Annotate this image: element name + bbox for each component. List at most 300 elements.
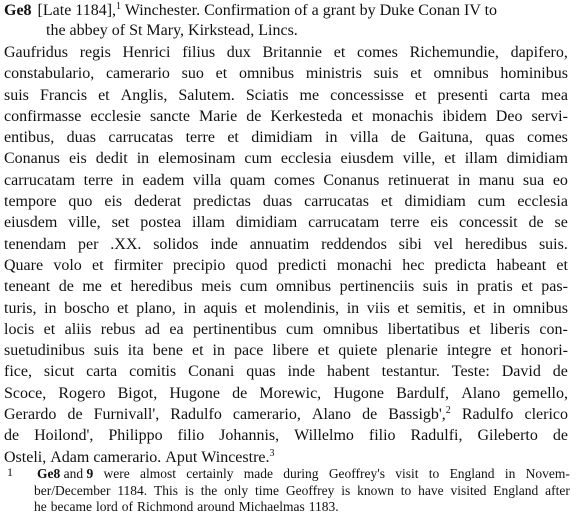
word: suis.	[538, 235, 568, 253]
word: et	[227, 129, 239, 147]
word: Morewic,	[259, 384, 322, 402]
word: Kerkesteda	[270, 107, 343, 125]
word: et	[500, 342, 512, 360]
word: eis	[68, 150, 87, 168]
word: 1184.	[117, 482, 148, 498]
word: Conanus	[4, 150, 60, 168]
word: suis	[422, 278, 448, 296]
word: lord	[95, 499, 118, 514]
word: in	[212, 342, 225, 360]
word: comes	[527, 129, 568, 147]
word: Deo	[495, 107, 523, 125]
word: suis	[373, 65, 399, 83]
word: confirmasse	[4, 107, 82, 125]
text-line	[4, 425, 568, 446]
word: carrucatam	[308, 214, 380, 232]
footnote-line-3	[4, 499, 570, 516]
word: comes	[273, 171, 315, 189]
word: Gaufridus	[4, 44, 68, 61]
footnote-row-2	[4, 483, 570, 500]
word: con-	[539, 320, 568, 338]
word: suis	[4, 86, 29, 104]
word: me	[299, 86, 320, 104]
footnote-refs: Ge8 and 9	[37, 466, 94, 481]
word: precipio	[172, 256, 226, 274]
word: filius	[182, 44, 216, 61]
word: et	[98, 86, 110, 104]
word: This	[154, 482, 179, 498]
word: carrucatas	[108, 129, 174, 147]
word: terre	[390, 214, 420, 232]
word: quas	[246, 363, 276, 381]
word: et	[468, 320, 481, 338]
word: dimidiam	[251, 129, 313, 147]
word: ecclesia	[280, 150, 332, 168]
word: Richmond	[136, 499, 194, 514]
word: Scoce,	[4, 384, 47, 402]
word: eadem	[142, 171, 185, 189]
word: inde	[287, 363, 316, 381]
word: et	[414, 86, 427, 104]
word: Conanus	[323, 171, 380, 189]
word: almost	[140, 466, 177, 481]
word: de	[362, 406, 378, 424]
word: Rogero	[58, 384, 106, 402]
word: ville,	[68, 214, 101, 232]
word: dimidiam	[506, 150, 568, 168]
word: et	[351, 107, 363, 125]
word: pertinentibus	[193, 320, 277, 338]
word: Wincestre.$^3$	[201, 447, 275, 466]
word: ecclesia	[517, 193, 568, 211]
word: quod	[235, 256, 268, 274]
word: plenarie	[386, 342, 438, 360]
word: in	[121, 171, 134, 189]
word: de	[552, 363, 568, 381]
word: ecclesie	[90, 107, 141, 125]
word: pertinenciis	[339, 278, 415, 296]
word: Henrici	[122, 44, 171, 61]
word: de	[246, 107, 262, 125]
word: sibi	[398, 235, 422, 253]
word: dimidiam	[404, 193, 466, 211]
text-line	[4, 106, 568, 127]
word: dimidiam	[235, 214, 298, 232]
word: Sciatis	[245, 86, 289, 104]
word: eis	[430, 214, 449, 232]
footnote	[4, 466, 570, 516]
word: Bigot,	[117, 384, 158, 402]
word: servi-	[531, 107, 568, 125]
word: ville,	[402, 150, 436, 168]
word: omnibus	[433, 65, 489, 83]
word: ber/December	[34, 482, 111, 498]
word: clerico	[524, 406, 568, 424]
word: retinuerat	[387, 171, 450, 189]
word: terre	[185, 129, 215, 147]
word: to	[400, 482, 412, 498]
word: dapifero,	[510, 44, 568, 61]
word: sua	[522, 171, 545, 189]
charter-heading	[4, 0, 568, 21]
word: et	[92, 256, 104, 274]
word: et	[110, 278, 122, 296]
word: viis	[366, 299, 390, 317]
word: postea	[140, 214, 182, 232]
word: de	[58, 278, 74, 296]
word: elemosinam	[158, 150, 236, 168]
word: in	[456, 278, 469, 296]
word: Richemundie,	[409, 44, 499, 61]
word: around	[197, 499, 235, 514]
footnote-line-2	[4, 483, 570, 500]
text-line	[4, 63, 568, 84]
word: Gaituna,	[418, 129, 473, 147]
word: Furnivall',	[93, 406, 160, 424]
word: de	[67, 406, 83, 424]
word: concessit	[458, 214, 518, 232]
word: only	[224, 482, 249, 498]
word: ea	[169, 320, 184, 338]
word: quiete	[338, 342, 378, 360]
word: constabulario,	[4, 65, 95, 83]
word: heredibus	[130, 278, 193, 296]
word: Michaelmas	[238, 499, 305, 514]
word: et	[556, 256, 568, 274]
word: Hugone	[333, 384, 384, 402]
word: filio	[177, 427, 205, 445]
word: annuatim	[249, 235, 310, 253]
word: he	[34, 499, 47, 514]
word: in	[325, 129, 338, 147]
word: de	[528, 214, 544, 232]
word: aquis	[203, 299, 238, 317]
word: meis	[201, 278, 232, 296]
word: cum	[477, 193, 506, 211]
word: et	[333, 44, 346, 61]
footnote-ref-1[interactable]: 1	[116, 1, 122, 12]
word: et	[397, 299, 410, 317]
word: ita	[127, 342, 144, 360]
word: set	[111, 214, 130, 232]
word: et	[192, 342, 204, 360]
word: fice,	[4, 363, 32, 381]
text-line	[4, 298, 568, 319]
word: sicut	[43, 363, 75, 381]
word: ibidem	[442, 107, 487, 125]
word: reddendos	[321, 235, 387, 253]
text-line	[4, 127, 568, 148]
word: me	[82, 278, 102, 296]
word: liberis	[489, 320, 530, 338]
word: in	[492, 299, 506, 317]
word: villa	[192, 171, 222, 189]
word: Bardulf,	[396, 384, 450, 402]
word: molendinis,	[263, 299, 340, 317]
word: de	[232, 384, 248, 402]
word: teneant	[4, 278, 51, 296]
word: David	[501, 363, 541, 381]
word: monachi	[336, 256, 392, 274]
word: have	[418, 482, 444, 498]
word: visit	[395, 466, 419, 481]
word: plano,	[136, 299, 176, 317]
word: manu	[478, 171, 515, 189]
word: omnibus	[275, 278, 332, 296]
text-line	[4, 148, 568, 169]
word: became	[50, 499, 92, 514]
charter-body	[4, 42, 568, 468]
word: de	[4, 427, 20, 445]
word: in	[346, 299, 360, 317]
word: et	[117, 299, 129, 317]
word: cum	[286, 320, 314, 338]
word: .XX.	[110, 235, 142, 253]
word: dedit	[95, 150, 128, 168]
footnote-ref-9: 9	[86, 466, 94, 481]
word: were	[103, 466, 130, 481]
text-line-with-note	[4, 404, 568, 425]
word: sancte	[150, 107, 190, 125]
word: illam	[192, 214, 225, 232]
word: et	[521, 278, 533, 296]
word: known	[357, 482, 394, 498]
word: time	[255, 482, 280, 498]
word: testantur.	[381, 363, 440, 381]
footnote-ref[interactable]: 3	[269, 447, 275, 459]
word: de	[552, 427, 568, 445]
text-line	[4, 42, 568, 63]
word: monachis	[371, 107, 434, 125]
word: comes	[356, 44, 398, 61]
charter-page	[4, 0, 568, 468]
word: Philippo	[108, 427, 163, 445]
word: Hugone	[169, 384, 220, 402]
word: filio	[368, 427, 396, 445]
word: England	[449, 466, 495, 481]
word: inde	[210, 235, 238, 253]
word: se	[554, 214, 568, 232]
charter-date: [Late 1184],	[37, 2, 117, 19]
word: concessisse	[330, 86, 404, 104]
word: hec	[402, 256, 425, 274]
word: carrucatam	[4, 171, 76, 189]
word: carrucatas	[304, 193, 370, 211]
word: 1183.	[308, 499, 339, 514]
word: de	[390, 129, 406, 147]
word: et	[380, 193, 393, 211]
word: libertatibus	[387, 320, 460, 338]
footnote-ref-ge8: Ge8	[37, 466, 61, 481]
word: Geoffrey	[285, 482, 335, 498]
word: omnibus	[323, 320, 379, 338]
word: Johannis,	[219, 427, 280, 445]
word: presenti	[437, 86, 489, 104]
word: Geoffrey's	[328, 466, 385, 481]
word: regis	[79, 44, 111, 61]
word: pratis	[477, 278, 513, 296]
word: mea	[541, 86, 568, 104]
word: dux	[226, 44, 251, 61]
word: quo	[68, 193, 93, 211]
word: Alano	[461, 384, 501, 402]
word: is	[184, 482, 194, 498]
word: after	[545, 482, 570, 498]
word: Adam	[50, 448, 90, 466]
word: Salutem.	[178, 86, 235, 104]
word: Osteli,	[4, 448, 47, 466]
footnote-ref[interactable]: 2	[445, 405, 451, 417]
word: honori-	[520, 342, 568, 360]
word: Francis	[39, 86, 88, 104]
word: Britannie	[262, 44, 323, 61]
word: firmiter	[113, 256, 163, 274]
word: illam	[464, 150, 498, 168]
word: duas	[262, 193, 293, 211]
word: in	[457, 171, 471, 189]
word: suo	[181, 65, 204, 83]
word: vel	[433, 235, 454, 253]
text-line-final	[4, 447, 568, 468]
text-line	[4, 85, 568, 106]
word: Conani	[188, 363, 235, 381]
text-line	[4, 361, 568, 382]
word: et	[473, 299, 486, 317]
word: Hoilond',	[34, 427, 94, 445]
word: Novem-	[525, 466, 570, 481]
word: omnibus	[238, 65, 295, 83]
word: the	[200, 482, 218, 498]
footnote-row-3	[4, 499, 570, 516]
word: ministris	[305, 65, 362, 83]
word: in	[504, 466, 516, 481]
word: during	[283, 466, 319, 481]
word: cum	[244, 150, 272, 168]
word: Radulfo	[170, 406, 222, 424]
word: Willelmo	[294, 427, 354, 445]
word: libere	[272, 342, 309, 360]
word: Radulfo	[461, 406, 514, 424]
word: pas-	[541, 278, 568, 296]
word: habent	[327, 363, 370, 381]
word: per	[78, 235, 99, 253]
word: habeant	[496, 256, 547, 274]
text-line	[4, 170, 568, 191]
word: villa	[349, 129, 379, 147]
word: terre	[83, 171, 113, 189]
footnote-mark: 1	[7, 465, 13, 479]
word: duas	[66, 129, 96, 147]
word: Bassigb',$^2$	[388, 405, 451, 424]
word: cum	[239, 278, 268, 296]
word: semitis,	[416, 299, 466, 317]
text-line	[4, 191, 568, 212]
word: rebus	[100, 320, 136, 338]
word: Marie	[199, 107, 238, 125]
word: tenendam	[4, 235, 67, 253]
word: in	[183, 299, 196, 317]
word: carta	[499, 86, 531, 104]
text-line	[4, 255, 568, 276]
word: entibus,	[4, 129, 55, 147]
footnote-line-1	[37, 466, 570, 483]
word: Radulfi,	[410, 427, 463, 445]
word: Gileberto	[477, 427, 538, 445]
word: tempore	[4, 193, 57, 211]
word: predicti	[277, 256, 327, 274]
text-line	[4, 276, 568, 297]
word: is	[341, 482, 351, 498]
word: eiusdem	[340, 150, 394, 168]
word: integre	[446, 342, 492, 360]
word: aliis	[64, 320, 92, 338]
word: et	[410, 65, 422, 83]
word: et	[215, 65, 228, 83]
word: camerario.	[93, 448, 162, 466]
word: omnibus	[512, 299, 568, 317]
word: pace	[234, 342, 264, 360]
word: et	[444, 150, 456, 168]
word: boscho	[64, 299, 110, 317]
word: et	[43, 320, 56, 338]
word: England	[493, 482, 539, 498]
word: eiusdem	[4, 214, 58, 232]
word: predictas	[193, 193, 251, 211]
word: to	[428, 466, 440, 481]
word: heredibus	[464, 235, 528, 253]
charter-title: Winchester. Confirmation of a grant by Duke Conan IV to	[121, 2, 498, 19]
word: Gerardo	[4, 406, 57, 424]
word: of	[121, 499, 133, 514]
word: quam	[229, 171, 266, 189]
word: Alano	[311, 406, 351, 424]
charter-subtitle: the abbey of St Mary, Kirkstead, Lincs.	[46, 22, 298, 39]
word: Aput	[165, 448, 198, 466]
word: hominibus	[500, 65, 568, 83]
word: predicta	[434, 256, 487, 274]
word: gemello,	[512, 384, 568, 402]
word: et	[244, 299, 257, 317]
word: turis,	[4, 299, 37, 317]
text-line	[4, 340, 568, 361]
word: in	[136, 150, 150, 168]
word: certainly	[186, 466, 234, 481]
word: bene	[152, 342, 183, 360]
word: Quare	[4, 256, 44, 274]
word: quas	[485, 129, 515, 147]
footnote-row-1	[4, 466, 570, 483]
word: volo	[53, 256, 82, 274]
text-line	[4, 383, 568, 404]
word: visited	[450, 482, 487, 498]
word: suis	[93, 342, 119, 360]
document-id: Ge8	[4, 2, 32, 19]
word: camerario	[105, 65, 170, 83]
word: carta	[86, 363, 118, 381]
word: Teste:	[451, 363, 490, 381]
word: comitis	[129, 363, 177, 381]
text-line	[4, 319, 568, 340]
word: solidos	[153, 235, 199, 253]
text-line	[4, 234, 568, 255]
word: in	[44, 299, 57, 317]
word: et	[317, 342, 330, 360]
word: eis	[104, 193, 123, 211]
word: ad	[144, 320, 160, 338]
word: locis	[4, 320, 35, 338]
word: camerario,	[232, 406, 301, 424]
word: Anglis,	[120, 86, 168, 104]
